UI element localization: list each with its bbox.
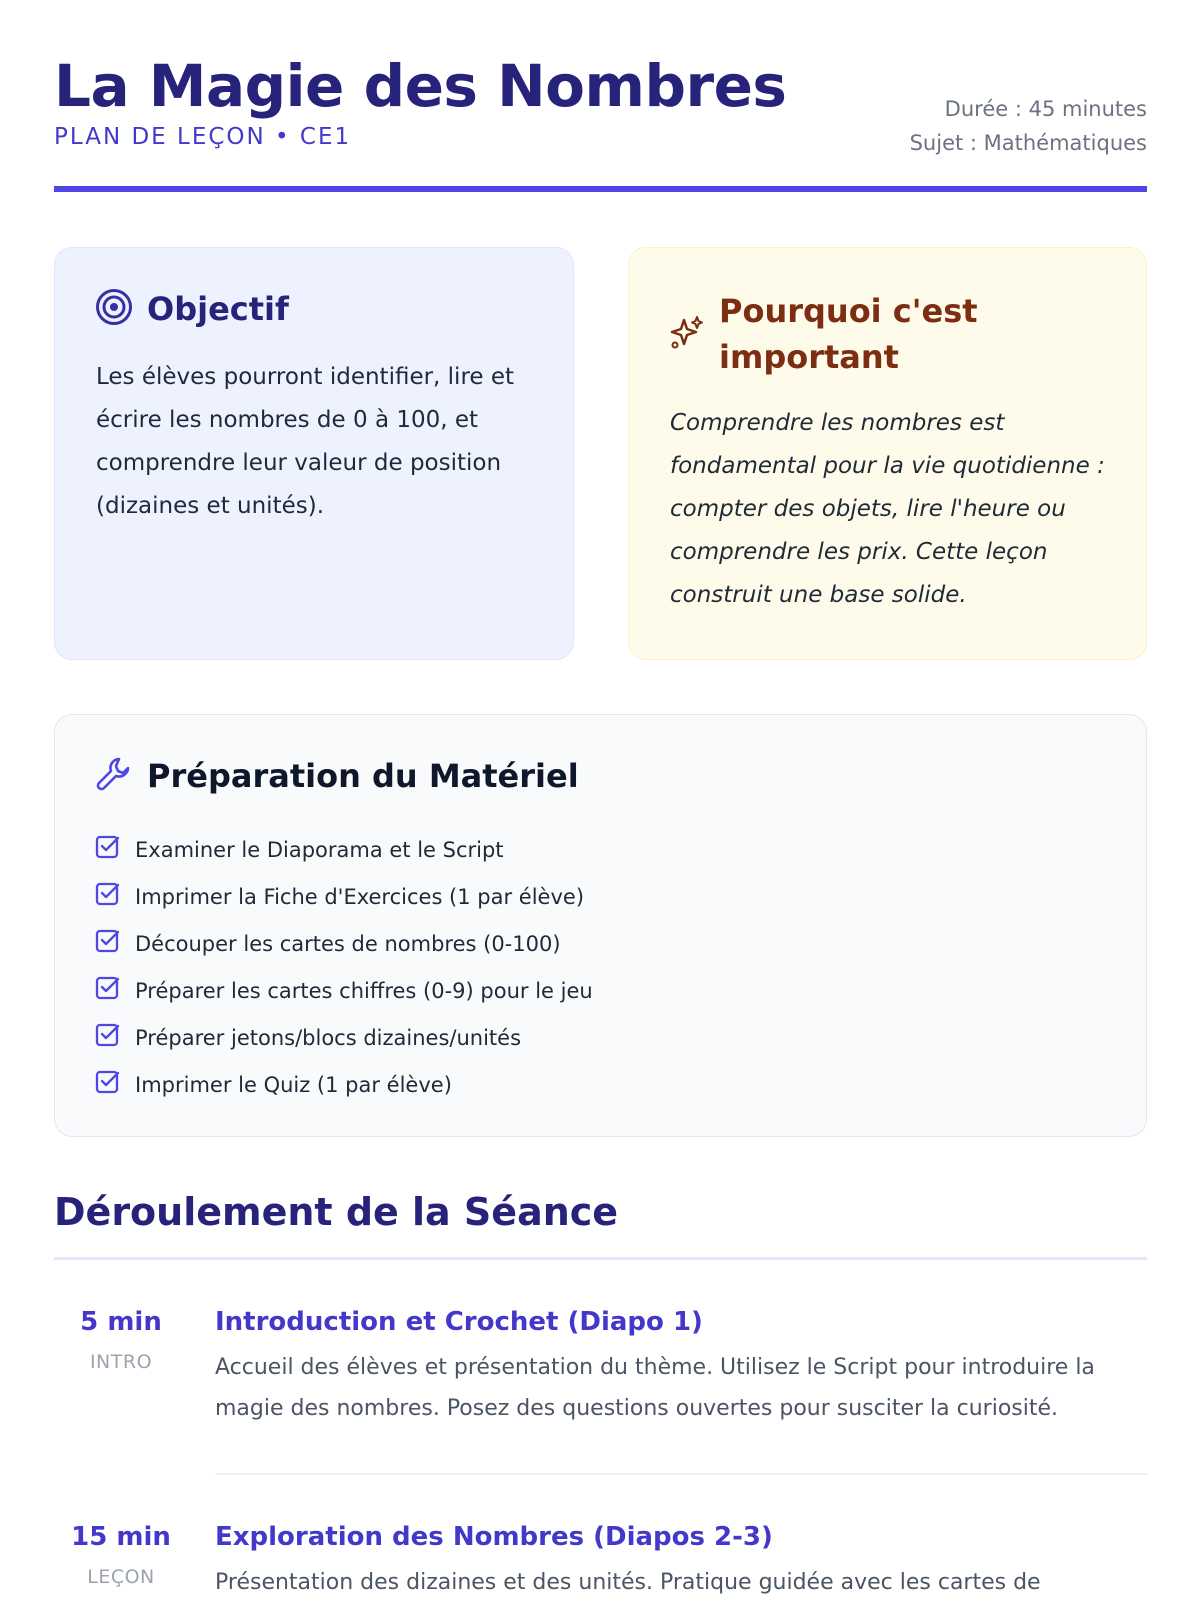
importance-header: [669, 288, 1109, 380]
preparation-card: [54, 714, 1147, 1137]
target-icon: [95, 288, 133, 330]
page-title: La Magie des Nombres: [54, 52, 787, 120]
step-duration: 5 min: [80, 1307, 162, 1337]
step-description: Accueil des élèves et présentation du thème. Utilisez le Script pour introduire la magie des nombres. Posez des questions ouvertes pour susciter la curiosité.: [215, 1355, 1095, 1421]
schedule-title: Déroulement de la Séance: [54, 1190, 619, 1234]
checkbox-checked-icon: [95, 881, 121, 912]
step-separator: [215, 1473, 1147, 1475]
step-description: Présentation des dizaines et des unités. Pratique guidée avec les cartes de: [215, 1570, 1041, 1595]
importance-text: Comprendre les nombres est fondamental pour la vie quotidienne : compter des objets, lire l'heure ou comprendre les prix. Cette leçon construit une base solide.: [670, 410, 1105, 608]
checkbox-checked-icon: [95, 834, 121, 865]
checklist-item: [95, 1061, 593, 1108]
schedule-divider: [54, 1257, 1147, 1260]
checkbox-checked-icon: [95, 1022, 121, 1053]
objective-card: [54, 247, 574, 660]
header-divider: [54, 186, 1147, 192]
checkbox-checked-icon: [95, 975, 121, 1006]
checklist-item-label: Préparer les cartes chiffres (0-9) pour le jeu: [135, 978, 593, 1003]
step-title: Exploration des Nombres (Diapos 2-3): [215, 1522, 773, 1552]
checklist-item-label: Découper les cartes de nombres (0-100): [135, 931, 561, 956]
checklist-item-label: Préparer jetons/blocs dizaines/unités: [135, 1025, 522, 1050]
preparation-header: [95, 755, 579, 797]
step-body: [215, 1307, 1147, 1429]
checklist-item-label: Examiner le Diaporama et le Script: [135, 837, 504, 862]
lesson-header: [54, 52, 1147, 155]
checklist-item: [95, 967, 593, 1014]
checklist-item-label: Imprimer le Quiz (1 par élève): [135, 1072, 452, 1097]
step-time-block: [54, 1307, 188, 1373]
objective-title: Objectif: [147, 290, 289, 328]
duration-label: Durée : 45 minutes: [944, 97, 1147, 121]
step-title: Introduction et Crochet (Diapo 1): [215, 1307, 703, 1337]
checklist-item-label: Imprimer la Fiche d'Exercices (1 par élève): [135, 884, 585, 909]
objective-text: Les élèves pourront identifier, lire et écrire les nombres de 0 à 100, et comprendre leur valeur de position (dizaines et unités).: [96, 364, 515, 519]
step-duration: 15 min: [71, 1522, 171, 1552]
importance-card: [628, 247, 1147, 660]
subject-label: Sujet : Mathématiques: [909, 131, 1147, 155]
lesson-meta: [910, 92, 1147, 160]
wrench-icon: [95, 755, 133, 797]
step-phase: LEÇON: [87, 1566, 155, 1588]
step-phase: INTRO: [89, 1351, 153, 1373]
sparkles-icon: [669, 314, 705, 354]
page-subtitle: PLAN DE LEÇON • CE1: [54, 124, 352, 150]
step-time-block: [54, 1522, 188, 1588]
materials-checklist: [95, 826, 593, 1108]
preparation-title: Préparation du Matériel: [147, 757, 579, 795]
step-body: [215, 1522, 1147, 1600]
importance-title: Pourquoi c'est important: [719, 292, 978, 376]
checklist-item: [95, 873, 593, 920]
checkbox-checked-icon: [95, 928, 121, 959]
checklist-item: [95, 826, 593, 873]
checkbox-checked-icon: [95, 1069, 121, 1100]
checklist-item: [95, 920, 593, 967]
checklist-item: [95, 1014, 593, 1061]
objective-header: [95, 288, 289, 330]
